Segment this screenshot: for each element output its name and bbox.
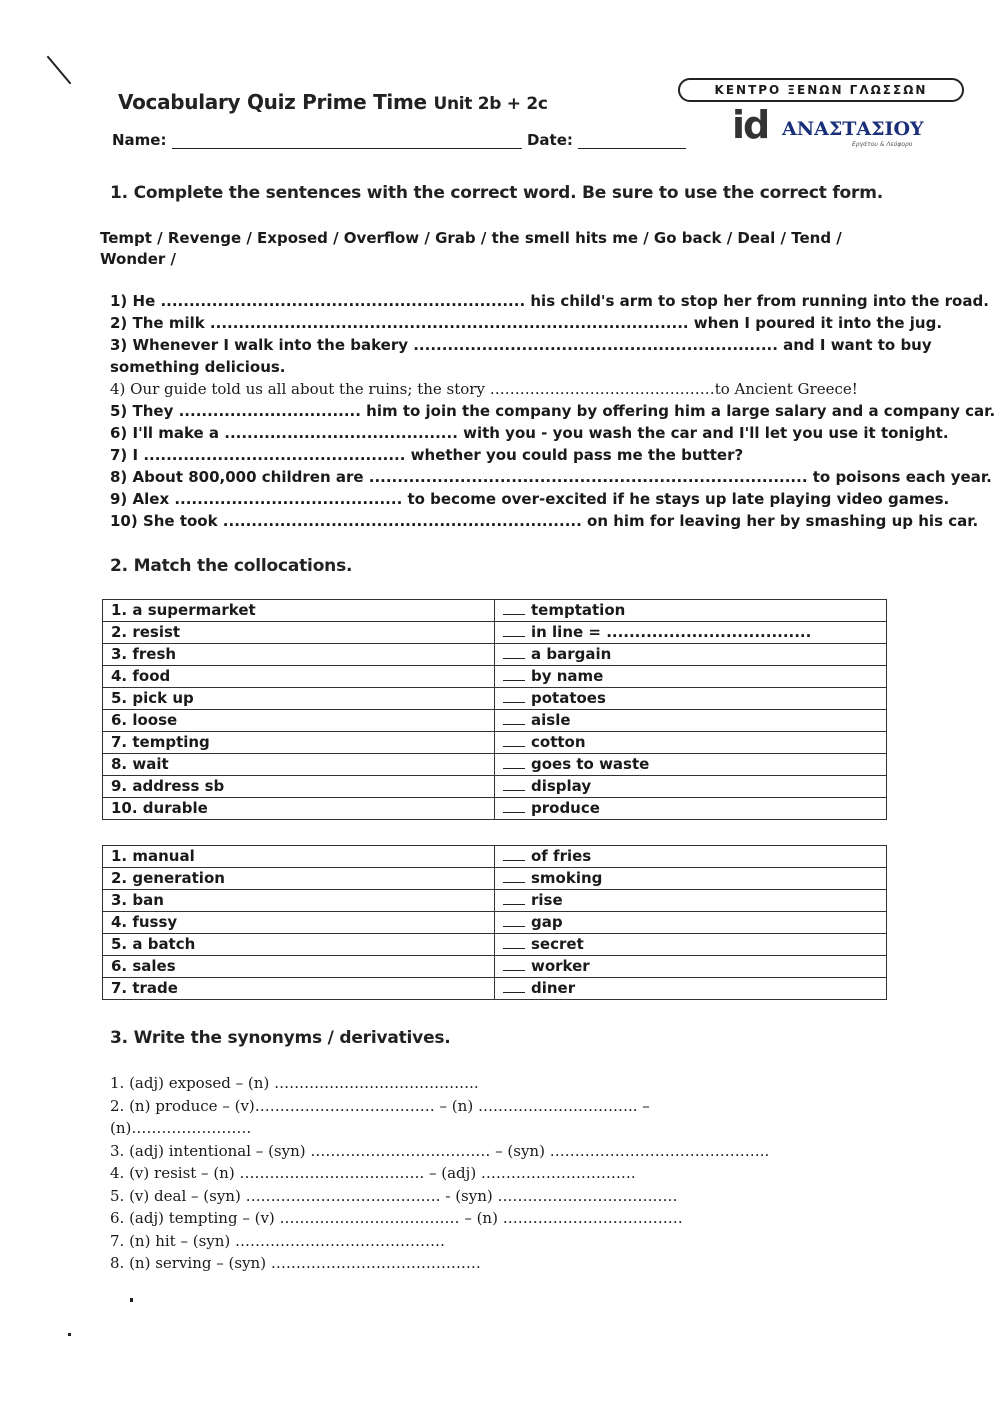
match-option: goes to waste	[531, 755, 650, 773]
answer-blank[interactable]	[503, 892, 525, 905]
table-row	[103, 890, 887, 912]
scan-mark	[130, 1298, 133, 1302]
scan-mark	[68, 1333, 71, 1336]
table-cell-right	[495, 890, 887, 912]
table-cell-left: 3. fresh	[103, 644, 495, 666]
answer-blank[interactable]	[503, 602, 525, 615]
match-option: a bargain	[531, 645, 612, 663]
sentence: 10) She took ............................................................... on him for leaving her by smashing up his car.	[110, 512, 979, 530]
match-option: gap	[531, 913, 563, 931]
table-row	[103, 754, 887, 776]
table-row	[103, 978, 887, 1000]
collocation-table-2	[102, 845, 887, 1000]
table-row	[103, 846, 887, 868]
logo-subtitle: Εργάτου & Λεόφορο	[852, 141, 913, 148]
table-cell-left: 6. sales	[103, 956, 495, 978]
table-cell-left: 3. ban	[103, 890, 495, 912]
answer-blank[interactable]	[503, 914, 525, 927]
section2-heading: 2. Match the collocations.	[110, 556, 353, 576]
table-cell-right	[495, 912, 887, 934]
answer-blank[interactable]	[503, 870, 525, 883]
logo-name: ΑΝΑΣΤΑΣΙΟΥ	[782, 118, 924, 140]
sentence: 7) I .............................................. whether you could pass me the butter?	[110, 446, 744, 464]
table-cell-left: 4. fussy	[103, 912, 495, 934]
match-option: diner	[531, 979, 576, 997]
table-row	[103, 798, 887, 820]
sentence: 5) They ................................ him to join the company by offering him a large salary and a company car.	[110, 402, 996, 420]
match-option: produce	[531, 799, 600, 817]
synonym-item: 1. (adj) exposed – (n) …………………………………..	[110, 1074, 479, 1092]
table-cell-right	[495, 732, 887, 754]
sentence: 4) Our guide told us all about the ruins; the story ………………………………………to Ancient Greece!	[110, 380, 858, 398]
table-cell-right	[495, 600, 887, 622]
table-row	[103, 644, 887, 666]
synonym-item: 5. (v) deal – (syn) ………………………………… - (syn) ………………………………	[110, 1186, 678, 1205]
answer-blank[interactable]	[503, 936, 525, 949]
table-cell-left: 2. resist	[103, 622, 495, 644]
scan-mark	[47, 56, 72, 85]
table-cell-left: 7. tempting	[103, 732, 495, 754]
match-option: aisle	[531, 711, 571, 729]
logo-mark: id	[732, 103, 769, 147]
table-cell-right	[495, 754, 887, 776]
synonym-item: 2. (n) produce – (v)……………………………… – (n) ………………………….. –	[110, 1096, 650, 1115]
date-field[interactable]	[578, 134, 686, 149]
table-cell-right	[495, 934, 887, 956]
table-row	[103, 956, 887, 978]
section3-heading: 3. Write the synonyms / derivatives.	[110, 1028, 451, 1048]
quiz-title: Vocabulary Quiz Prime Time	[118, 90, 427, 114]
synonym-item: 8. (n) serving – (syn) ……………………………………	[110, 1254, 481, 1272]
match-option: of fries	[531, 847, 592, 865]
logo-institute: ΚΕΝΤΡΟ ΞΕΝΩΝ ΓΛΩΣΣΩΝ	[678, 78, 964, 102]
name-date-row	[112, 131, 686, 149]
table-row	[103, 688, 887, 710]
table-cell-left: 9. address sb	[103, 776, 495, 798]
table-cell-right	[495, 688, 887, 710]
table-cell-right	[495, 622, 887, 644]
table-cell-right	[495, 956, 887, 978]
table-cell-right	[495, 710, 887, 732]
table-cell-left: 1. a supermarket	[103, 600, 495, 622]
match-option: by name	[531, 667, 604, 685]
table-row	[103, 912, 887, 934]
answer-blank[interactable]	[503, 756, 525, 769]
table-row	[103, 934, 887, 956]
table-row	[103, 710, 887, 732]
table-cell-left: 7. trade	[103, 978, 495, 1000]
sentence: 1) He ................................................................ his child's arm to stop her from running into the road.	[110, 292, 989, 310]
answer-blank[interactable]	[503, 980, 525, 993]
name-label: Name:	[112, 131, 167, 149]
synonym-list	[110, 1072, 900, 1275]
table-cell-left: 4. food	[103, 666, 495, 688]
match-option: rise	[531, 891, 563, 909]
answer-blank[interactable]	[503, 734, 525, 747]
answer-blank[interactable]	[503, 778, 525, 791]
match-option: cotton	[531, 733, 586, 751]
sentence-list	[110, 290, 996, 532]
synonym-item: 4. (v) resist – (n) ………………………………. – (adj) ………………………….	[110, 1164, 636, 1182]
answer-blank[interactable]	[503, 958, 525, 971]
table-cell-left: 6. loose	[103, 710, 495, 732]
sentence: 2) The milk .................................................................................... when I poured it into the jug.	[110, 314, 943, 332]
table-row	[103, 868, 887, 890]
answer-blank[interactable]	[503, 646, 525, 659]
table-cell-right	[495, 868, 887, 890]
table-row	[103, 666, 887, 688]
table-row	[103, 622, 887, 644]
table-cell-right	[495, 776, 887, 798]
word-bank: Tempt / Revenge / Exposed / Overflow / Grab / the smell hits me / Go back / Deal / Tend / Wonder /	[100, 229, 842, 268]
match-option: potatoes	[531, 689, 606, 707]
sentence: 8) About 800,000 children are ............................................................................. to poisons each year.	[110, 468, 992, 486]
synonym-item: (n)……………………	[110, 1119, 252, 1137]
match-option: temptation	[531, 601, 626, 619]
answer-blank[interactable]	[503, 624, 525, 637]
answer-blank[interactable]	[503, 668, 525, 681]
sentence: something delicious.	[110, 358, 286, 376]
sentence: 9) Alex ........................................ to become over-excited if he stays up late playing video games.	[110, 490, 950, 508]
answer-blank[interactable]	[503, 848, 525, 861]
match-option: smoking	[531, 869, 603, 887]
sentence: 3) Whenever I walk into the bakery ................................................................ and I want to buy	[110, 336, 932, 354]
table-row	[103, 732, 887, 754]
table-cell-right	[495, 978, 887, 1000]
match-option: secret	[531, 935, 584, 953]
match-option: worker	[531, 957, 590, 975]
collocation-table-1	[102, 599, 887, 820]
table-row	[103, 600, 887, 622]
table-cell-right	[495, 846, 887, 868]
table-row	[103, 776, 887, 798]
answer-blank[interactable]	[503, 690, 525, 703]
synonym-item: 6. (adj) tempting – (v) ……………………………… – (n) ………………………………	[110, 1209, 683, 1227]
quiz-unit: Unit 2b + 2c	[433, 94, 548, 114]
table-cell-right	[495, 644, 887, 666]
section1-heading: 1. Complete the sentences with the correct word. Be sure to use the correct form.	[110, 183, 883, 203]
name-field[interactable]	[172, 134, 522, 149]
answer-blank[interactable]	[503, 800, 525, 813]
sentence: 6) I'll make a ......................................... with you - you wash the car and I'll let you use it tonight.	[110, 424, 949, 442]
synonym-item: 3. (adj) intentional – (syn) ……………………………… – (syn) ……………………………………..	[110, 1141, 770, 1160]
table-cell-left: 5. pick up	[103, 688, 495, 710]
table-cell-left: 10. durable	[103, 798, 495, 820]
table-cell-right	[495, 666, 887, 688]
date-label: Date:	[526, 131, 573, 149]
synonym-item: 7. (n) hit – (syn) ……………………………………	[110, 1231, 446, 1250]
match-option: in line = ....................................	[531, 623, 812, 641]
table-cell-left: 5. a batch	[103, 934, 495, 956]
table-cell-left: 1. manual	[103, 846, 495, 868]
page-title	[118, 90, 548, 114]
table-cell-left: 8. wait	[103, 754, 495, 776]
table-cell-right	[495, 798, 887, 820]
answer-blank[interactable]	[503, 712, 525, 725]
table-cell-left: 2. generation	[103, 868, 495, 890]
match-option: display	[531, 777, 592, 795]
